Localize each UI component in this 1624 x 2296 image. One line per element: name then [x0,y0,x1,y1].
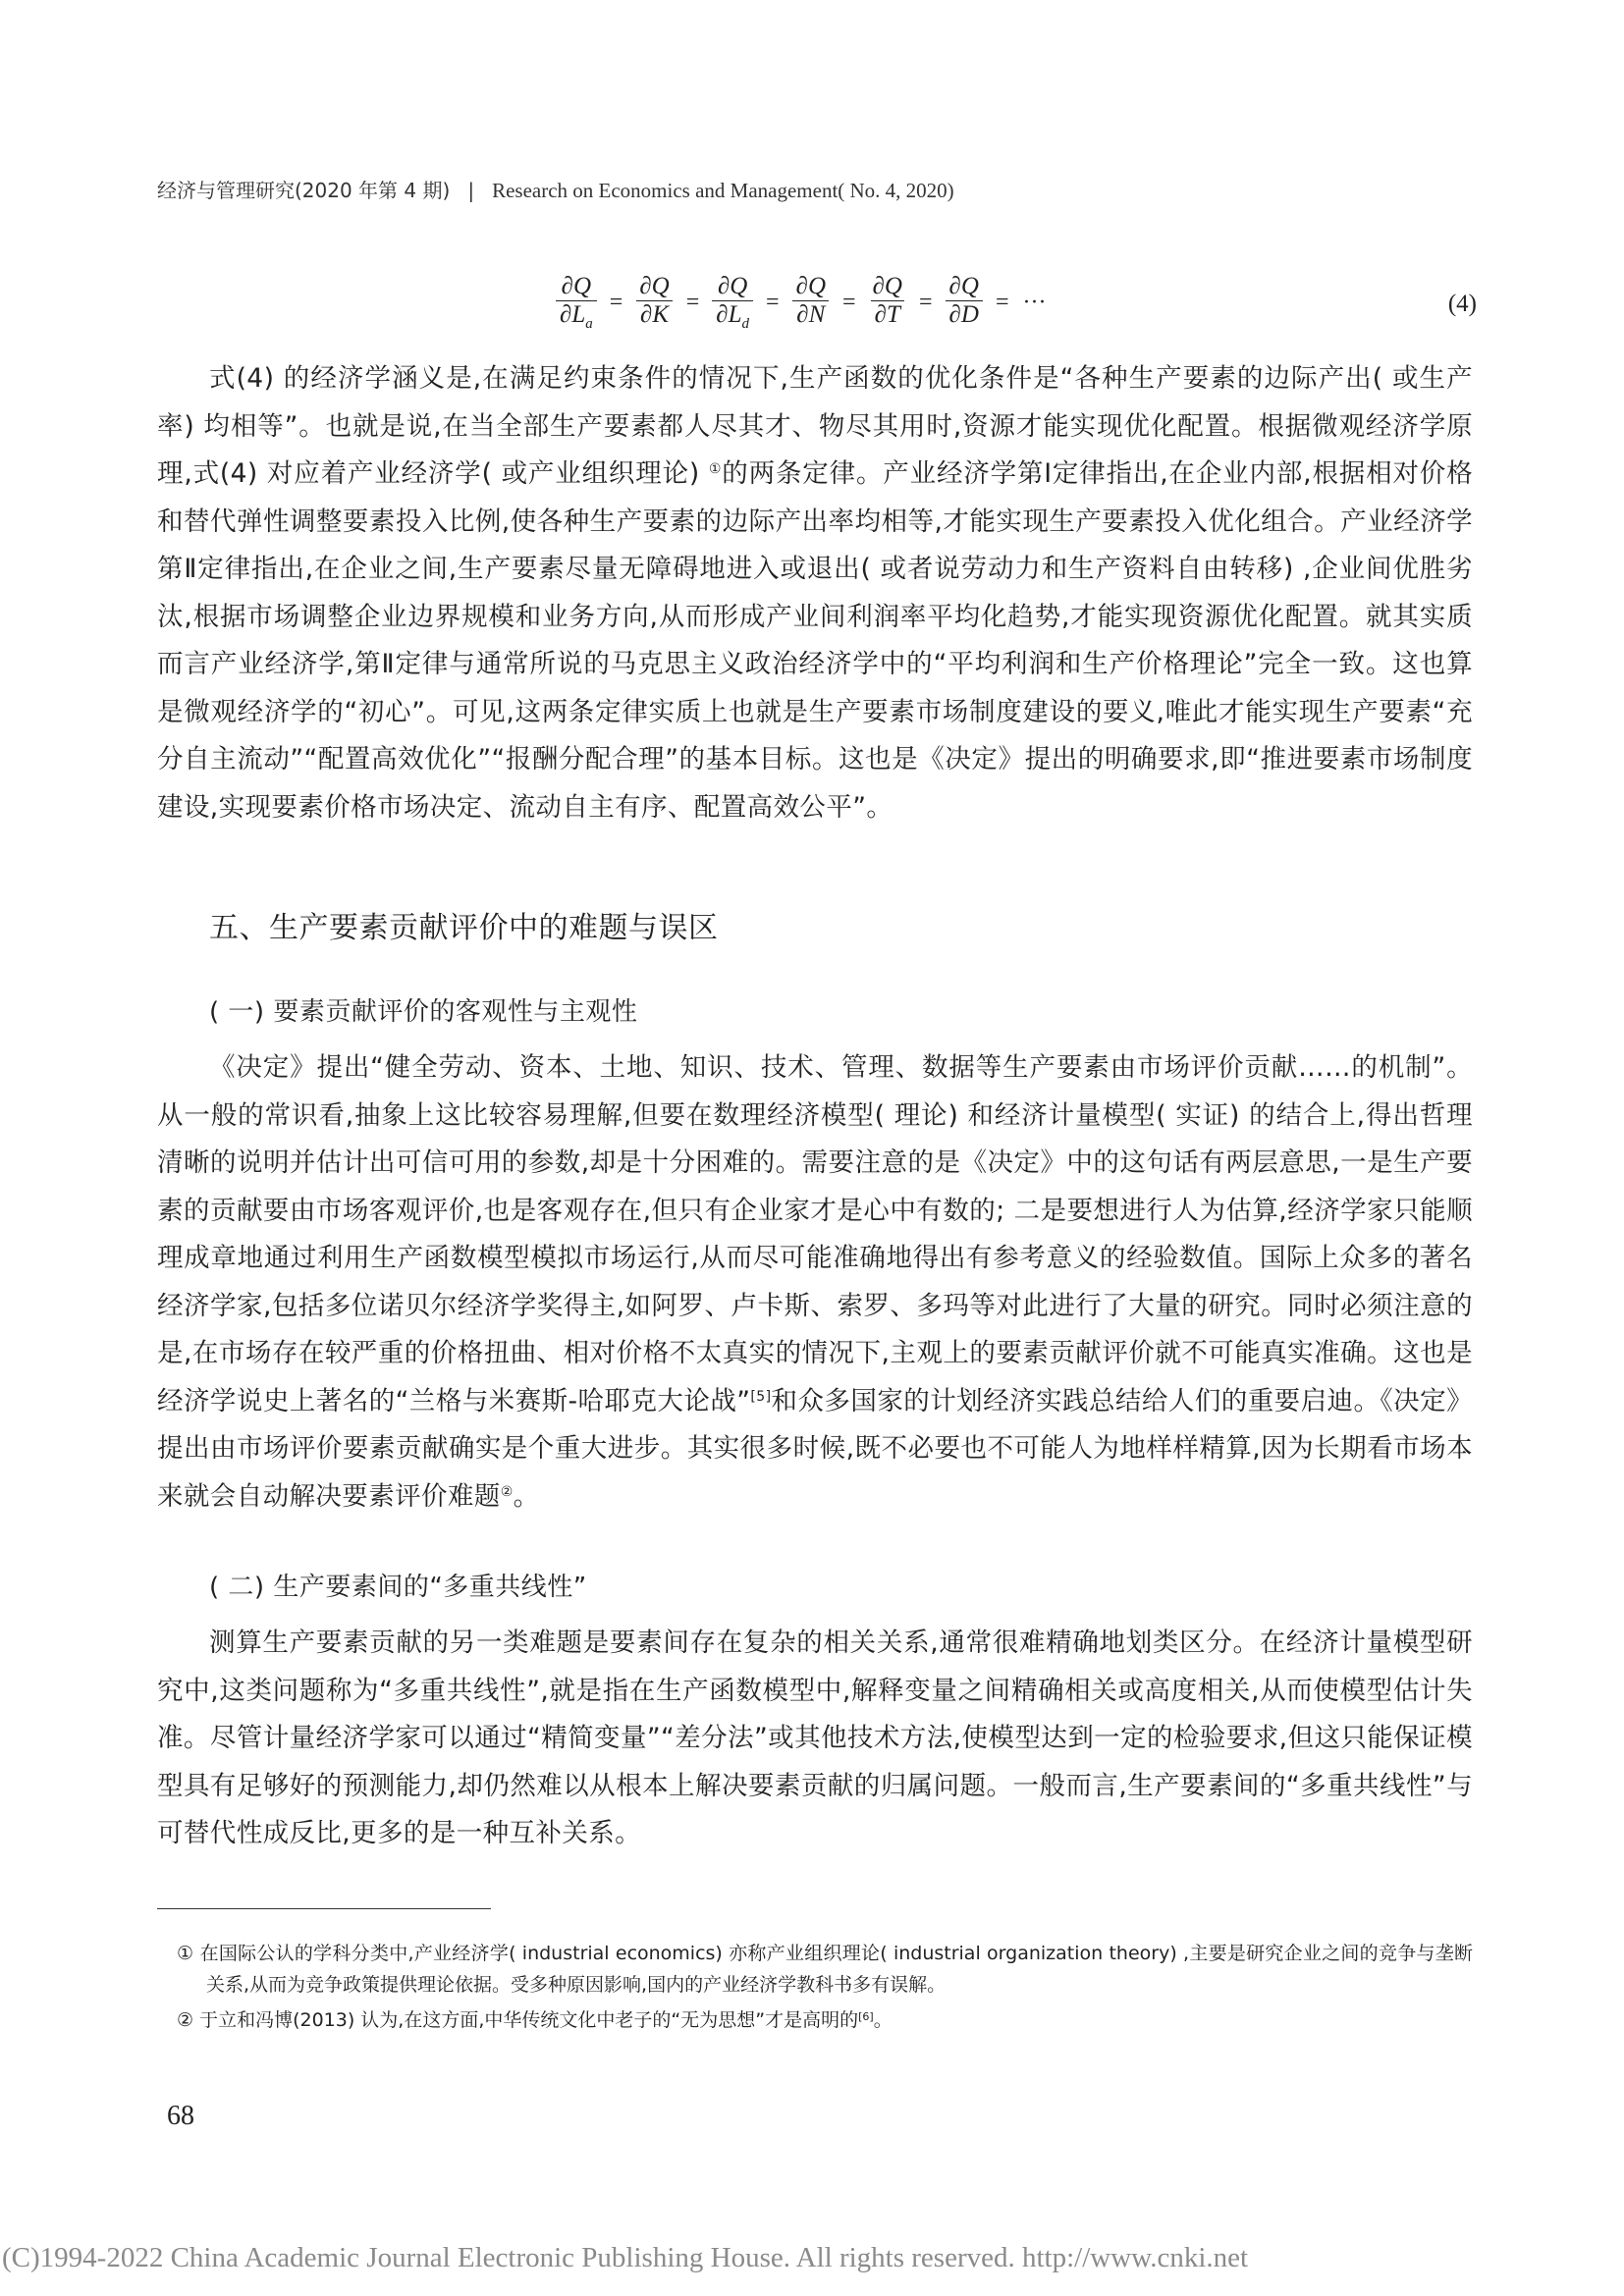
fraction-3: $\frac{\partial Q}{\partial L_d}$ [712,273,753,333]
equation-ellipsis: ··· [1022,290,1047,315]
fraction-1: $\frac{\partial Q}{\partial L_a}$ [556,273,597,333]
fraction-5: $\frac{\partial Q}{\partial T}$ [869,273,906,333]
section-heading-5: 五、生产要素贡献评价中的难题与误区 [209,911,719,945]
footnote-ref-1[interactable]: ① [708,461,723,477]
header-separator: | [467,179,475,202]
footnote-ref-2[interactable]: ② [500,1483,514,1500]
footnote-1: ① 在国际公认的学科分类中,产业经济学( industrial economics) 亦称产业组织理论( industrial organization theory) ,主要是研究企业之间的竞争与垄断关系,从而为竞争政策提供理论依据。受多种原因影响,国内的产业经济学教科书多有误解。 [177,1943,1473,1996]
fraction-2: $\frac{\partial Q}{\partial K}$ [635,273,673,333]
paragraph-equation-meaning: 式(4) 的经济学涵义是,在满足约束条件的情况下,生产函数的优化条件是“各种生产要素的边际产出( 或生产率) 均相等”。也就是说,在当全部生产要素都人尽其才、物尽其用时,资源才能实现优化配置。根据微观经济学原理,式(4) 对应着产业经济学( 或产业组织理论) ①的两条定律。产业经济学第Ⅰ定律指出,在企业内部,根据相对价格和替代弹性调整要素投入比例,使各种生产要素的边际产出率均相等,才能实现生产要素投入优化组合。产业经济学第Ⅱ定律指出,在企业之间,生产要素尽量无障碍地进入或退出( 或者说劳动力和生产资料自由转移) ,企业间优胜劣汰,根据市场调整企业边界规模和业务方向,从而形成产业间利润率平均化趋势,才能实现资源优化配置。就其实质而言产业经济学,第Ⅱ定律与通常所说的马克思主义政治经济学中的“平均利润和生产价格理论”完全一致。这也算是微观经济学的“初心”。可见,这两条定律实质上也就是生产要素市场制度建设的要义,唯此才能实现生产要素“充分自主流动”“配置高效优化”“报酬分配合理”的基本目标。这也是《决定》提出的明确要求,即“推进要素市场制度建设,实现要素价格市场决定、流动自主有序、配置高效公平”。 [157,363,1474,823]
equation-number: (4) [1447,291,1477,317]
fraction-4: $\frac{\partial Q}{\partial N}$ [792,273,830,333]
subheading-1: ( 一) 要素贡献评价的客观性与主观性 [209,997,638,1027]
paragraph-objectivity: 《决定》提出“健全劳动、资本、土地、知识、技术、管理、数据等生产要素由市场评价贡献……的机制”。从一般的常识看,抽象上这比较容易理解,但要在数理经济模型( 理论) 和经济计量模型( 实证) 的结合上,得出哲理清晰的说明并估计出可信可用的参数,却是十分困难的。需要注意的是《决定》中的这句话有两层意思,一是生产要素的贡献要由市场客观评价,也是客观存在,但只有企业家才是心中有数的; 二是要想进行人为估算,经济学家只能顺理成章地通过利用生产函数模型模拟市场运行,从而尽可能准确地得出有参考意义的经验数值。国际上众多的著名经济学家,包括多位诺贝尔经济学奖得主,如阿罗、卢卡斯、索罗、多玛等对此进行了大量的研究。同时必须注意的是,在市场存在较严重的价格扭曲、相对价格不太真实的情况下,主观上的要素贡献评价就不可能真实准确。这也是经济学说史上著名的“兰格与米赛斯-哈耶克大论战”[5]和众多国家的计划经济实践总结给人们的重要启迪。《决定》提出由市场评价要素贡献确实是个重大进步。其实很多时候,既不必要也不可能人为地样样精算,因为长期看市场本来就会自动解决要素评价难题②。 [157,1052,1473,1512]
journal-title-en: Research on Economics and Management( No. 4, 2020) [492,179,954,202]
subheading-2: ( 二) 生产要素间的“多重共线性” [209,1573,587,1602]
running-header [157,175,1473,203]
footnotes [157,1938,1473,2040]
citation-6[interactable]: [6] [858,2010,874,2023]
fraction-6: $\frac{\partial Q}{\partial D}$ [946,273,983,333]
journal-title-cn: 经济与管理研究(2020 年第 4 期) [157,179,451,202]
citation-5[interactable]: [5] [750,1388,772,1405]
equation-4: $\frac{\partial Q}{\partial L_a}$ = $\frac{\partial Q}{\partial K}$ = $\frac{\partial Q}{\partial L_d}$ = $\frac{\partial Q}{\partial N}$ = $\frac{\partial Q}{\partial T}$ = $\frac{\partial Q}{\partial D}$ = ··· [550,273,1053,333]
page-number: 68 [167,2101,194,2131]
copyright-watermark: (C)1994-2022 China Academic Journal Electronic Publishing House. All rights reserved. http://www.cnki.net [2,2242,1249,2273]
paragraph-multicollinearity: 测算生产要素贡献的另一类难题是要素间存在复杂的相关关系,通常很难精确地划类区分。在经济计量模型研究中,这类问题称为“多重共线性”,就是指在生产函数模型中,解释变量之间精确相关或高度相关,从而使模型估计失准。尽管计量经济学家可以通过“精简变量”“差分法”或其他技术方法,使模型达到一定的检验要求,但这只能保证模型具有足够好的预测能力,却仍然难以从根本上解决要素贡献的归属问题。一般而言,生产要素间的“多重共线性”与可替代性成反比,更多的是一种互补关系。 [157,1628,1473,1848]
footnote-2: ② 于立和冯博(2013) 认为,在这方面,中华传统文化中老子的“无为思想”才是高明的[6]。 [177,2009,893,2031]
footnote-divider [157,1908,491,1909]
